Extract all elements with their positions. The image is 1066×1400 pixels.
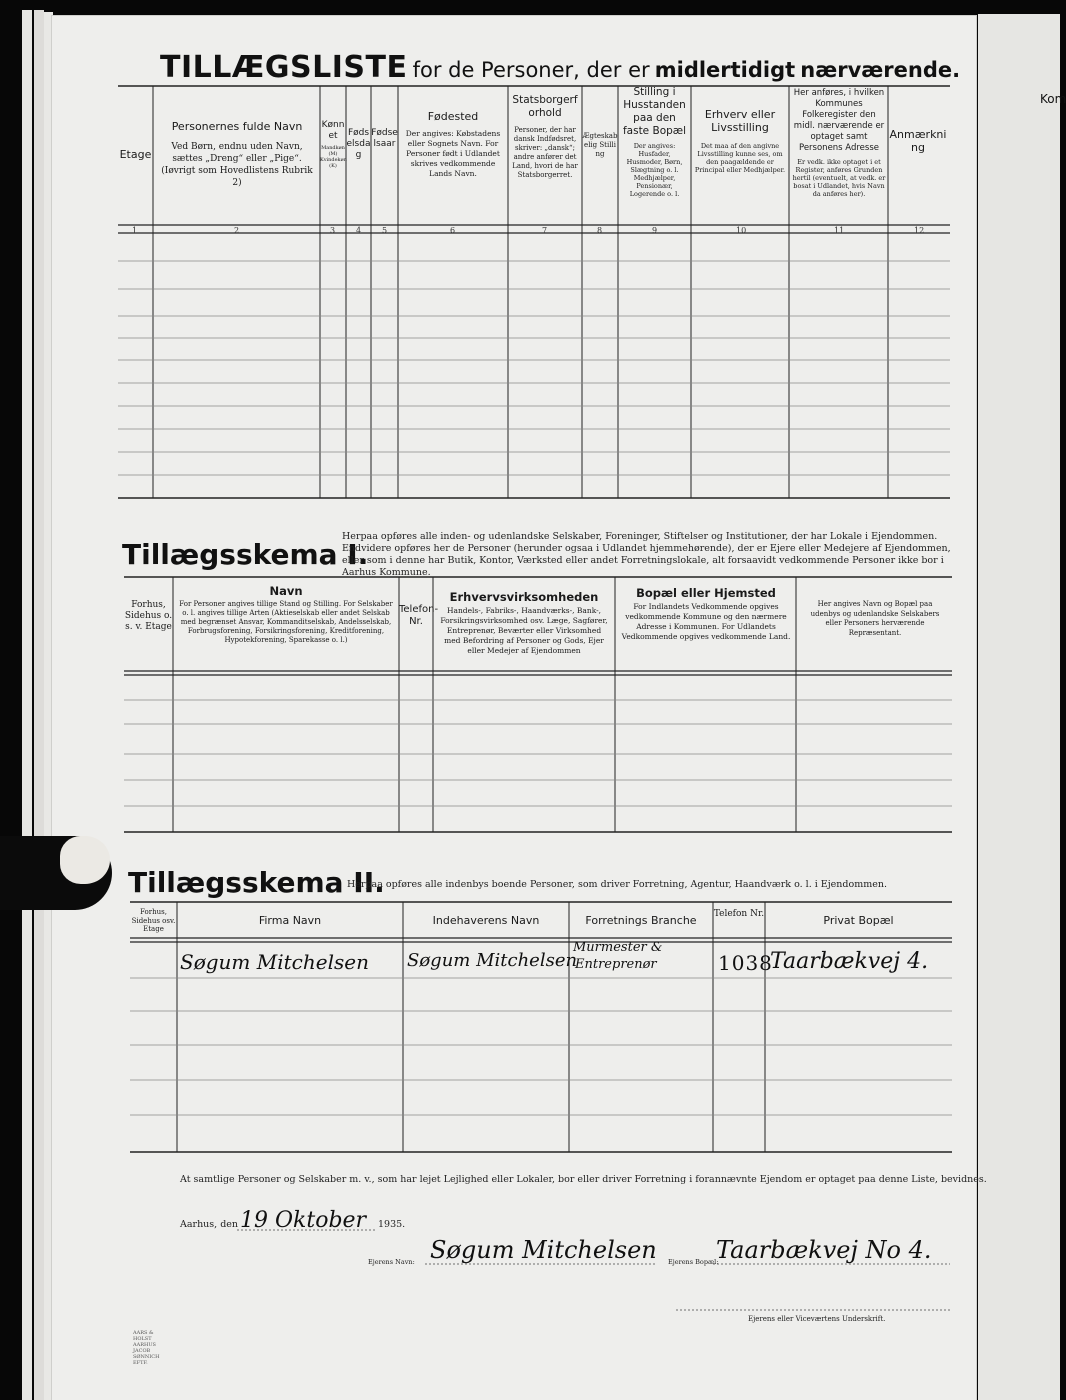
col-number: 7 <box>542 226 548 235</box>
col-number: 12 <box>914 226 925 235</box>
col-header-koennet: Kønnet Mandkøn (M) Kvindekøn (K) <box>320 120 347 169</box>
signature-label: Ejerens eller Viceværtens Underskrift. <box>748 1315 886 1323</box>
s2-header-etage: Forhus, Sidehus osv. Etage <box>131 908 176 933</box>
owner-address-value: Taarbækvej No 4. <box>716 1236 932 1264</box>
col-number: 6 <box>450 226 456 235</box>
skema2-description: Herpaa opføres alle indenbys boende Personer, som driver Forretning, Agentur, Haandværk o. l. i Ejendommen. <box>347 879 887 890</box>
col-number: 3 <box>330 226 336 235</box>
s1-header-repraesentant: Her angives Navn og Bopæl paa udenbys og udenlandske Selskabers eller Personers herværende Repræsentant. <box>810 600 940 637</box>
col-number: 5 <box>382 226 388 235</box>
s1-header-etage: Forhus, Sidehus o. s. v. Etage <box>124 600 173 632</box>
col-number: 8 <box>597 226 603 235</box>
s1-header-navn: Navn For Personer angives tillige Stand og Stilling. For Selskaber o. l. angives tillige Arten (Aktieselskab eller andet Selskab med begrænset Ansvar, Kommanditselskab, Andelsselskab, Forbrugsforening, Forsikringsforening, Kreditforening, Hypotekforening, Sparekasse o. l.) <box>179 584 393 644</box>
s2-indehaver-value: Søgum Mitchelsen <box>407 950 578 971</box>
col-header-foedselsaar: Fødselsaar <box>371 128 398 149</box>
col-header-navn: Personernes fulde Navn Ved Børn, endnu uden Navn, sættes „Dreng“ eller „Pige“. (Iøvrigt som Hovedlistens Rubrik 2) <box>161 120 313 188</box>
col-number: 1 <box>132 226 138 235</box>
s2-branche-line2: Entreprenør <box>575 957 657 972</box>
facing-page-text: Kom <box>1040 92 1066 106</box>
owner-name-label: Ejerens Navn: <box>368 1258 415 1266</box>
s2-header-telefon: Telefon Nr. <box>713 909 765 919</box>
s1-header-telefon: Telefon-Nr. <box>399 604 439 627</box>
s1-header-erhverv: Erhvervsvirksomheden Handels-, Fabriks-, Haandværks-, Bank-, Forsikringsvirksomhed osv. Læge, Sagfører, Entreprenør, Beværter eller Virksomhed med Befordring af Personer og Gods, Ejer eller Medejer af Ejendommen <box>440 590 608 655</box>
col-header-anmaerkning: Anmærkning <box>889 128 947 154</box>
s2-header-branche: Forretnings Branche <box>585 914 697 927</box>
col-number: 2 <box>234 226 240 235</box>
printer-mark: AARS & HOLST AARHUS JACOB SØNNICH EFTF. <box>133 1330 160 1366</box>
col-header-foedselsdag: Fødselsdag <box>346 128 371 160</box>
tillaegsliste-title: TILLÆGSLISTE for de Personer, der er midlertidigt nærværende. <box>160 50 961 85</box>
col-number: 9 <box>652 226 658 235</box>
s2-firma-value: Søgum Mitchelsen <box>180 950 369 974</box>
thumbnail <box>60 836 110 884</box>
owner-address-label: Ejerens Bopæl: <box>668 1258 719 1266</box>
col-header-foedested: Fødested Der angives: Købstadens eller Sognets Navn. For Personer født i Udlandet skrives vedkommende Lands Navn. <box>405 110 501 178</box>
col-number: 4 <box>356 226 362 235</box>
footer-place: Aarhus, den <box>180 1219 239 1230</box>
col-header-erhverv: Erhverv eller Livsstilling Det maa af den angivne Livsstilling kunne ses, om den paagældende er Principal eller Medhjælper. <box>694 108 786 174</box>
s2-telefon-value: 1038 <box>718 951 773 975</box>
col-header-stilling: Stilling i Husstanden paa den faste Bopæl Der angives: Husfader, Husmoder, Børn, Slægtning o. l. Medhjælper, Pensionær, Logerende o. l. <box>622 86 687 198</box>
s2-header-bopael: Privat Bopæl <box>823 914 894 927</box>
s2-header-indehaver: Indehaverens Navn <box>432 914 540 927</box>
skema2-title: Tillægsskema II. <box>128 866 385 899</box>
s2-bopael-value: Taarbækvej 4. <box>770 949 929 974</box>
s1-header-bopael: Bopæl eller Hjemsted For Indlandets Vedkommende opgives vedkommende Kommune og den nærmere Adresse i Kommunen. For Udlandets Vedkommende opgives vedkommende Land. <box>621 586 791 641</box>
skema1-description: Herpaa opføres alle inden- og udenlandske Selskaber, Foreninger, Stiftelser og Institutioner, der har Lokale i Ejendommen. Endvidere opføres her de Personer (herunder ogsaa i Udlandet hjemmehørende), der er Ejere eller Medejere af Ejendommen, eller som i denne har Butik, Kontor, Værksted eller andet Forretningslokale, alt forsaavidt vedkommende Personer ikke bor i Aarhus Kommune. <box>342 531 951 578</box>
s2-header-firma: Firma Navn <box>258 914 322 927</box>
col-header-folkeregister: Her anføres, i hvilken Kommunes Folkeregister den midl. nærværende er optaget samt Personens Adresse Er vedk. ikke optaget i et Register, anføres Grunden hertil (eventuelt, at vedk. er bosat i Udlandet, hvis Navn da anføres her). <box>792 88 886 198</box>
footer-statement: At samtlige Personer og Selskaber m. v., som har lejet Lejlighed eller Lokaler, bor eller driver Forretning i forannævnte Ejendom er optaget paa denne Liste, bevidnes. <box>180 1174 987 1185</box>
col-header-etage: Etage <box>119 148 152 161</box>
col-number: 11 <box>834 226 845 235</box>
s2-branche-line1: Murmester & <box>573 940 663 955</box>
footer-year: 1935. <box>378 1219 406 1230</box>
skema1-title: Tillægsskema I. <box>122 538 369 571</box>
col-header-aegteskab: Ægteskabelig Stilling <box>582 132 618 158</box>
col-number: 10 <box>736 226 747 235</box>
footer-date: 19 Oktober <box>240 1208 367 1233</box>
col-header-statsborger: Statsborgerforhold Personer, der har dansk Indfødsret, skriver: „dansk“; andre anfører det Land, hvori de har Statsborgerret. <box>512 94 578 179</box>
owner-name-signature: Søgum Mitchelsen <box>430 1236 657 1264</box>
